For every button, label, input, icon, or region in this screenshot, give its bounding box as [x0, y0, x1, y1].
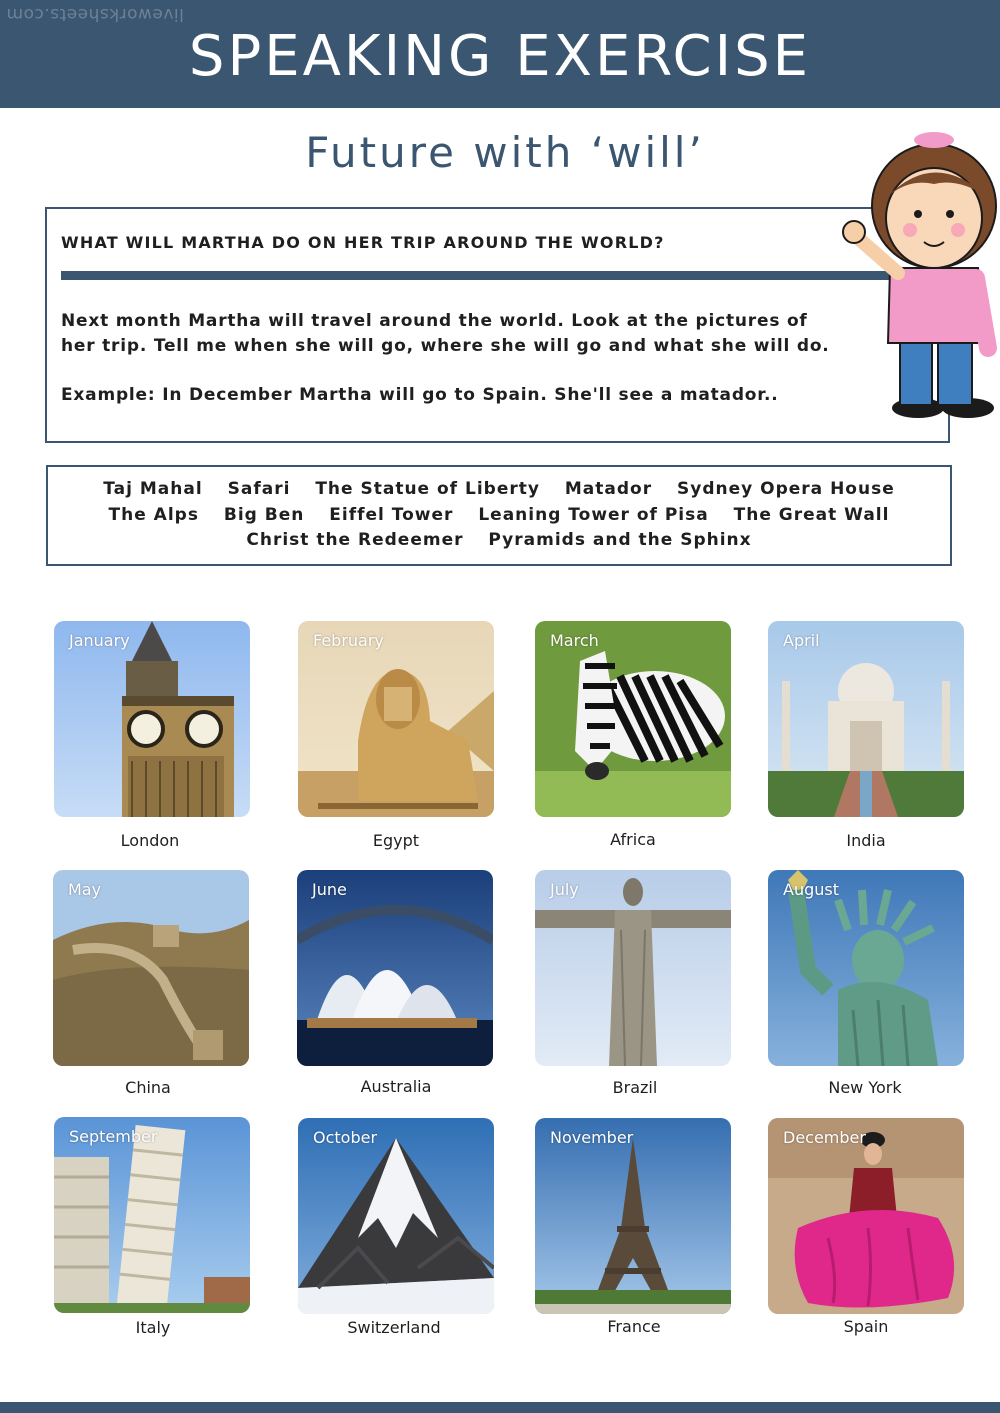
- month-label: September: [69, 1127, 158, 1146]
- photo-card-january: [54, 621, 250, 817]
- divider: [61, 271, 921, 280]
- paragraph-line: her trip. Tell me when she will go, where she will go and what she will do.: [61, 336, 830, 356]
- place-label: Switzerland: [347, 1318, 441, 1337]
- watermark: liveworksheets.com: [6, 4, 184, 24]
- statue-of-liberty-photo-icon: [768, 870, 964, 1066]
- photo-card-september: [54, 1117, 250, 1313]
- great-wall-photo-icon: [53, 870, 249, 1066]
- place-label: Spain: [843, 1317, 889, 1336]
- word-bank-item: The Statue of Liberty: [315, 479, 540, 499]
- leaning-tower-photo-icon: [54, 1117, 250, 1313]
- question-heading: WHAT WILL MARTHA DO ON HER TRIP AROUND THE WORLD?: [61, 233, 665, 252]
- place-label: India: [846, 831, 886, 850]
- header-banner: [0, 0, 1000, 108]
- instructions-paragraph: [61, 309, 941, 359]
- page-title: SPEAKING EXERCISE: [188, 24, 812, 89]
- photo-card-december: [768, 1118, 964, 1314]
- photo-card-july: [535, 870, 731, 1066]
- sphinx-photo-icon: [298, 621, 494, 817]
- word-bank-item: Taj Mahal: [103, 479, 203, 499]
- place-label: Brazil: [612, 1078, 658, 1097]
- instructions-box: [45, 207, 950, 443]
- photo-card-october: [298, 1118, 494, 1314]
- month-label: August: [783, 880, 839, 899]
- word-bank-item: Pyramids and the Sphinx: [488, 530, 752, 550]
- word-bank-item: Eiffel Tower: [329, 505, 454, 525]
- martha-girl-icon: [838, 118, 1000, 428]
- month-label: March: [550, 631, 599, 650]
- eiffel-tower-photo-icon: [535, 1118, 731, 1314]
- place-label: France: [607, 1317, 661, 1336]
- photo-card-march: [535, 621, 731, 817]
- month-label: May: [68, 880, 102, 899]
- word-bank-item: Safari: [227, 479, 291, 499]
- word-bank-item: Leaning Tower of Pisa: [478, 505, 709, 525]
- word-bank-item: The Alps: [108, 505, 199, 525]
- month-label: October: [313, 1128, 378, 1147]
- photo-card-august: [768, 870, 964, 1066]
- paragraph-line: Next month Martha will travel around the world. Look at the pictures of: [61, 311, 808, 331]
- taj-mahal-photo-icon: [768, 621, 964, 817]
- place-label: China: [125, 1078, 171, 1097]
- word-bank: [46, 465, 952, 566]
- place-label: Italy: [135, 1318, 171, 1337]
- month-label: January: [69, 631, 130, 650]
- photo-card-november: [535, 1118, 731, 1314]
- word-bank-line: [48, 479, 950, 499]
- page-subtitle: Future with ‘will’: [305, 128, 705, 177]
- example-sentence: Example: In December Martha will go to Spain. She'll see a matador..: [61, 385, 779, 405]
- month-label: November: [550, 1128, 634, 1147]
- place-label: Egypt: [372, 831, 420, 850]
- photo-card-may: [53, 870, 249, 1066]
- word-bank-line: [48, 505, 950, 525]
- photo-card-june: [297, 870, 493, 1066]
- place-label: Australia: [360, 1077, 432, 1096]
- month-label: July: [550, 880, 579, 899]
- word-bank-item: The Great Wall: [733, 505, 890, 525]
- photo-card-april: [768, 621, 964, 817]
- word-bank-item: Matador: [564, 479, 653, 499]
- photo-card-february: [298, 621, 494, 817]
- matador-photo-icon: [768, 1118, 964, 1314]
- sydney-opera-house-photo-icon: [297, 870, 493, 1066]
- footer-bar: [0, 1402, 1000, 1413]
- christ-the-redeemer-photo-icon: [535, 870, 731, 1066]
- matterhorn-photo-icon: [298, 1118, 494, 1314]
- big-ben-photo-icon: [54, 621, 250, 817]
- word-bank-item: Christ the Redeemer: [246, 530, 464, 550]
- word-bank-item: Sydney Opera House: [677, 479, 895, 499]
- zebra-photo-icon: [535, 621, 731, 817]
- place-label: London: [120, 831, 180, 850]
- month-label: June: [312, 880, 347, 899]
- place-label: New York: [828, 1078, 902, 1097]
- month-label: December: [783, 1128, 866, 1147]
- month-label: February: [313, 631, 384, 650]
- month-label: April: [783, 631, 820, 650]
- place-label: Africa: [610, 830, 656, 849]
- word-bank-item: Big Ben: [223, 505, 305, 525]
- word-bank-line: [48, 530, 950, 550]
